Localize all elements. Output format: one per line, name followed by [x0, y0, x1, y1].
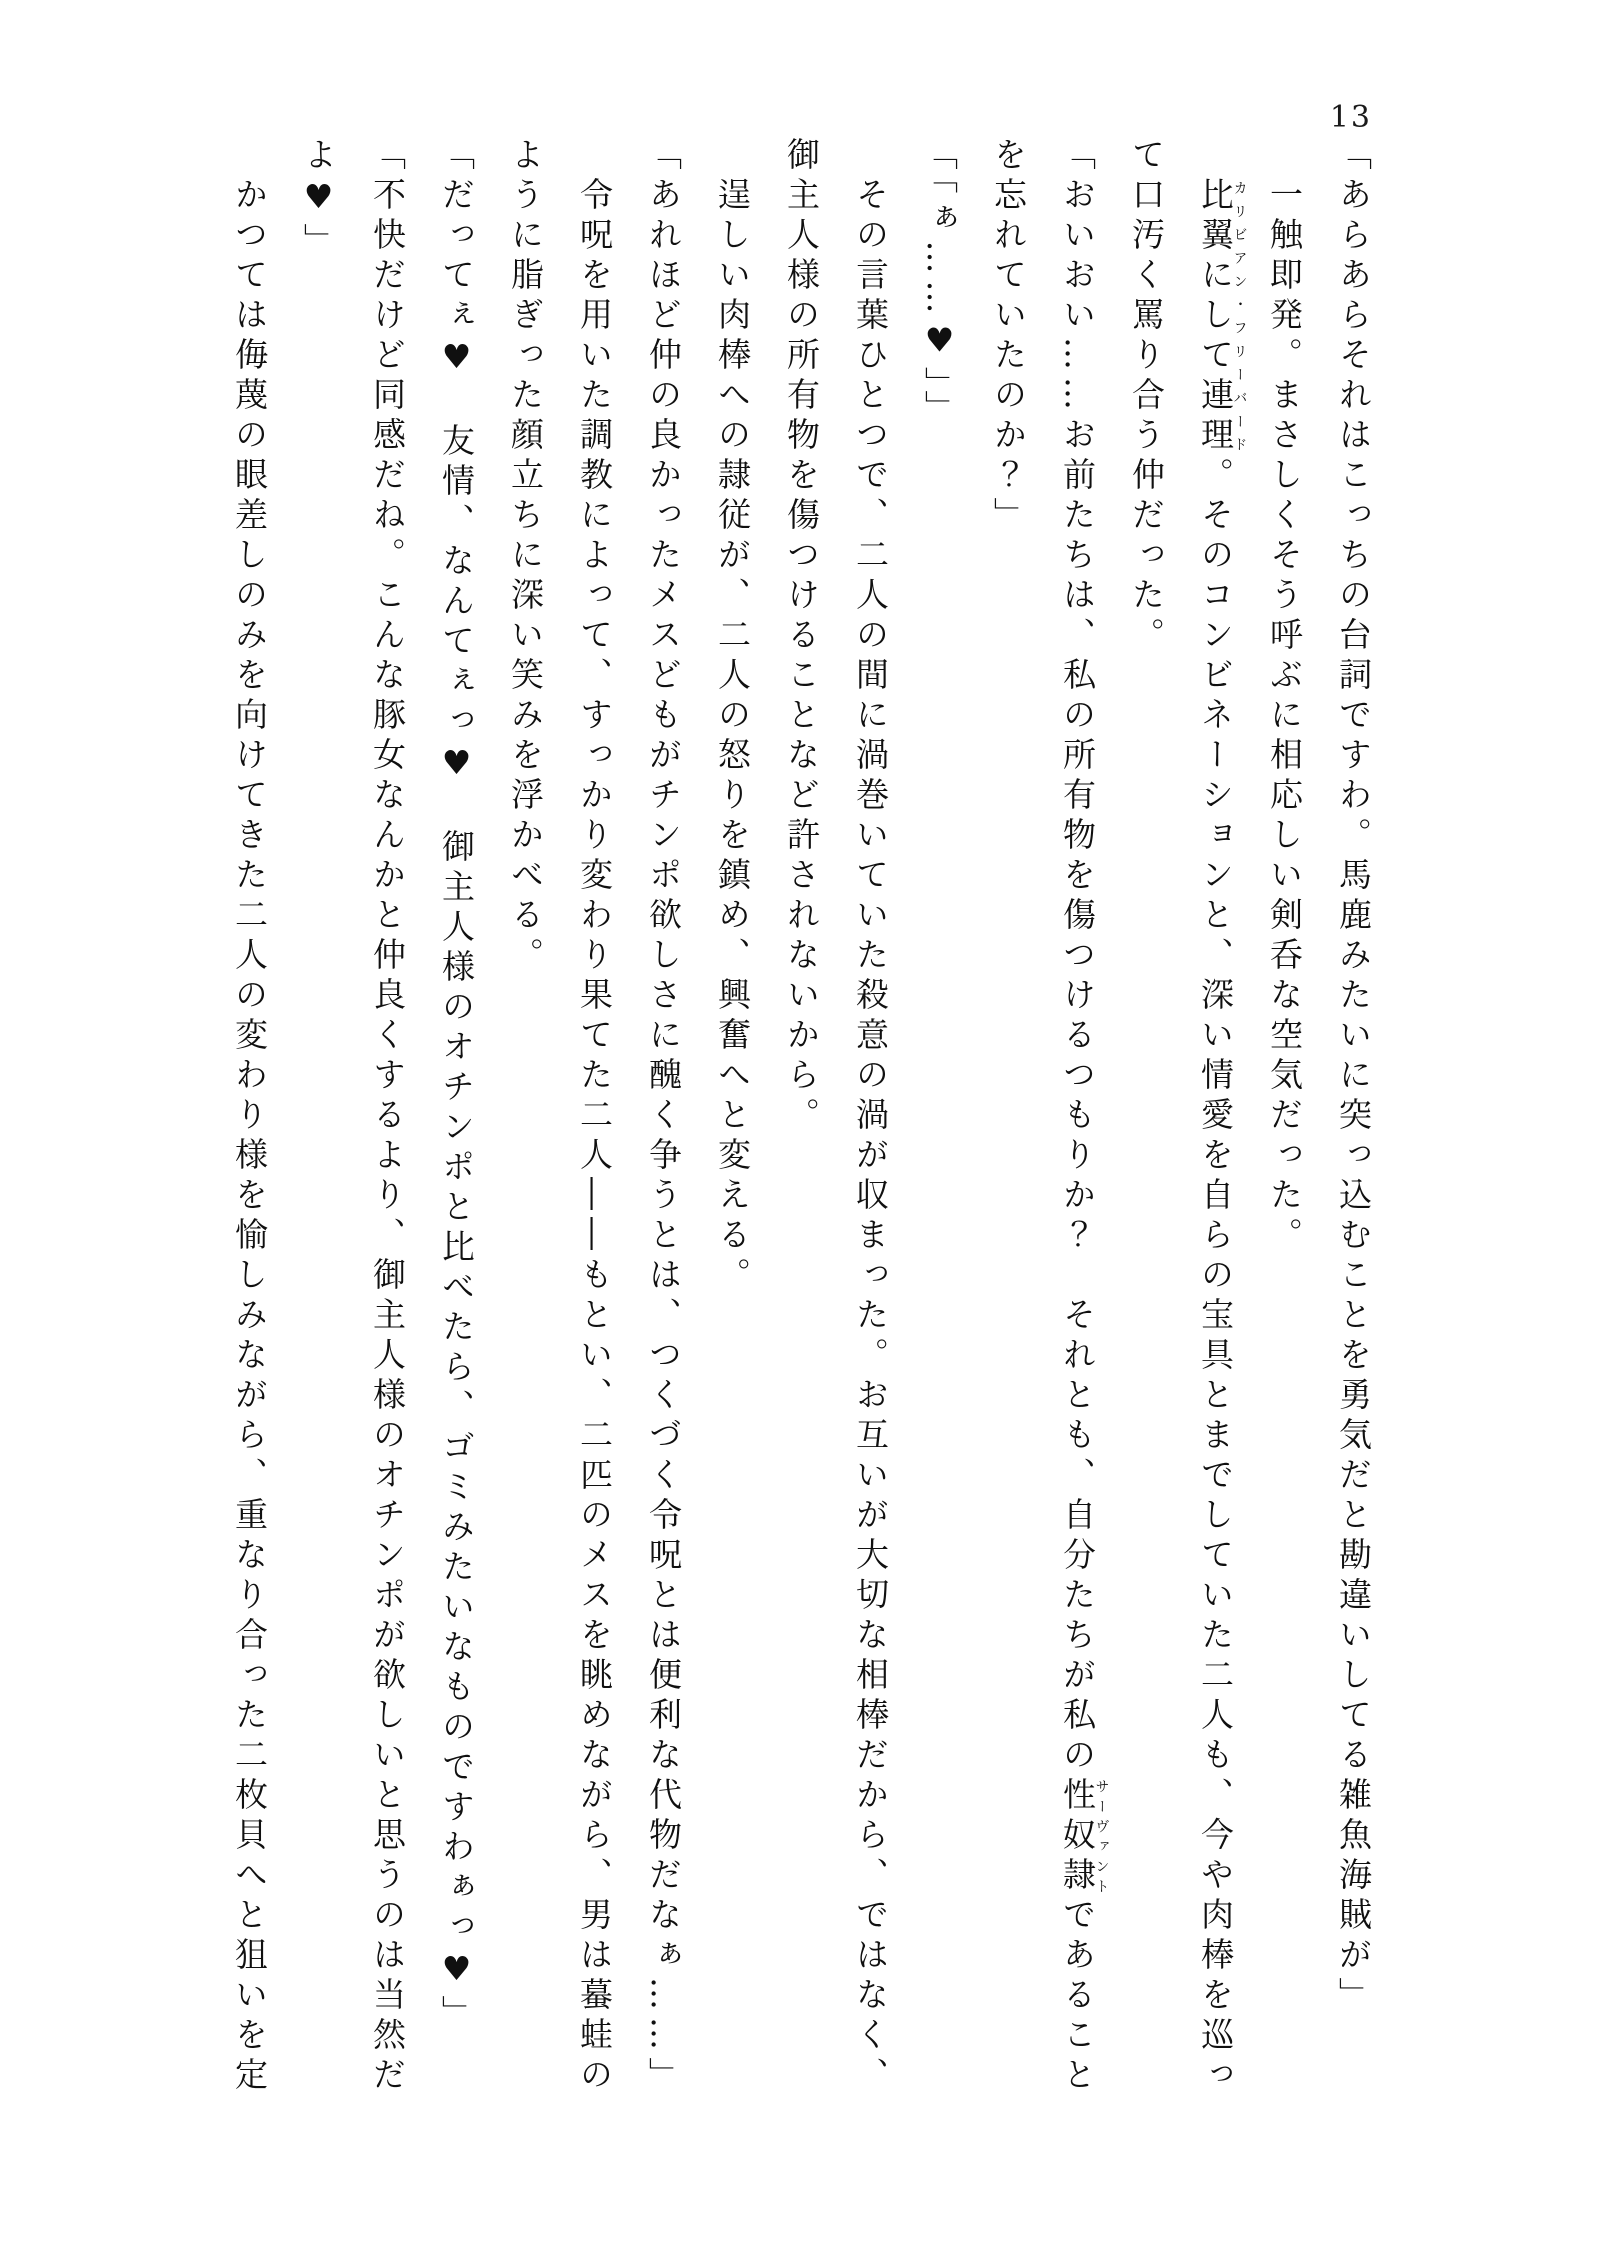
ruby-annotated-text: 比翼にして連理カリビアン・フリーバード — [1196, 177, 1248, 457]
page-number: 13 — [1329, 100, 1372, 135]
ruby-annotated-text: 性奴隷サーヴァント — [1058, 1777, 1110, 1897]
furigana: サーヴァント — [1093, 1777, 1110, 1897]
vertical-text-line: て口汚く罵り合う仲だった。 — [1127, 137, 1166, 657]
vertical-text-line: 比翼にして連理カリビアン・フリーバード。そのコンビネーションと、深い情愛を自らの宝具とまでしていた二人も、今や肉棒を巡っ — [1196, 177, 1248, 2097]
vertical-text-line: かつては侮蔑の眼差しのみを向けてきた二人の変わり様を愉しみながら、重なり合った二枚貝へと狙いを定 — [230, 177, 269, 2097]
vertical-text-line: 「「ぁ……♥」」 — [920, 137, 959, 430]
vertical-text-line: 「不快だけど同感だね。こんな豚女なんかと仲良くするより、御主人様のオチンポが欲しいと思うのは当然だ — [368, 137, 407, 2097]
vertical-text-line: 逞しい肉棒への隷従が、二人の怒りを鎮め、興奮へと変える。 — [713, 177, 752, 1297]
vertical-text-line: その言葉ひとつで、二人の間に渦巻いていた殺意の渦が収まった。お互いが大切な相棒だから、ではなく、 — [851, 177, 890, 2097]
vertical-text-line: 「おいおい……お前たちは、私の所有物を傷つけるつもりか？ それとも、自分たちが私の性奴隷サーヴァントであること — [1058, 137, 1110, 2097]
vertical-text-line: ように脂ぎった顔立ちに深い笑みを浮かべる。 — [506, 137, 545, 977]
vertical-text-line: を忘れていたのか？」 — [989, 137, 1028, 537]
furigana: カリビアン・フリーバード — [1231, 177, 1248, 457]
vertical-text-line: 御主人様の所有物を傷つけることなど許されないから。 — [782, 137, 821, 1137]
vertical-text-line: 「あらあらそれはこっちの台詞ですわ。馬鹿みたいに突っ込むことを勇気だと勘違いしてる雑魚海賊が」 — [1334, 137, 1373, 2017]
vertical-text-line: よ♥」 — [299, 137, 338, 263]
vertical-text-line: 一触即発。まさしくそう呼ぶに相応しい剣呑な空気だった。 — [1265, 177, 1304, 1257]
vertical-text-line: 「あれほど仲の良かったメスどもがチンポ欲しさに醜く争うとは、つくづく令呪とは便利な代物だなぁ……」 — [644, 137, 683, 2097]
vertical-text-line: 「だってぇ♥ 友情、なんてぇっ♥ 御主人様のオチンポと比べたら、ゴミみたいなものですわぁっ♥」 — [437, 137, 476, 2035]
vertical-text-line: 令呪を用いた調教によって、すっかり変わり果てた二人――もとい、二匹のメスを眺めながら、男は蟇蛙の — [575, 177, 614, 2097]
text-block — [215, 137, 1388, 2264]
